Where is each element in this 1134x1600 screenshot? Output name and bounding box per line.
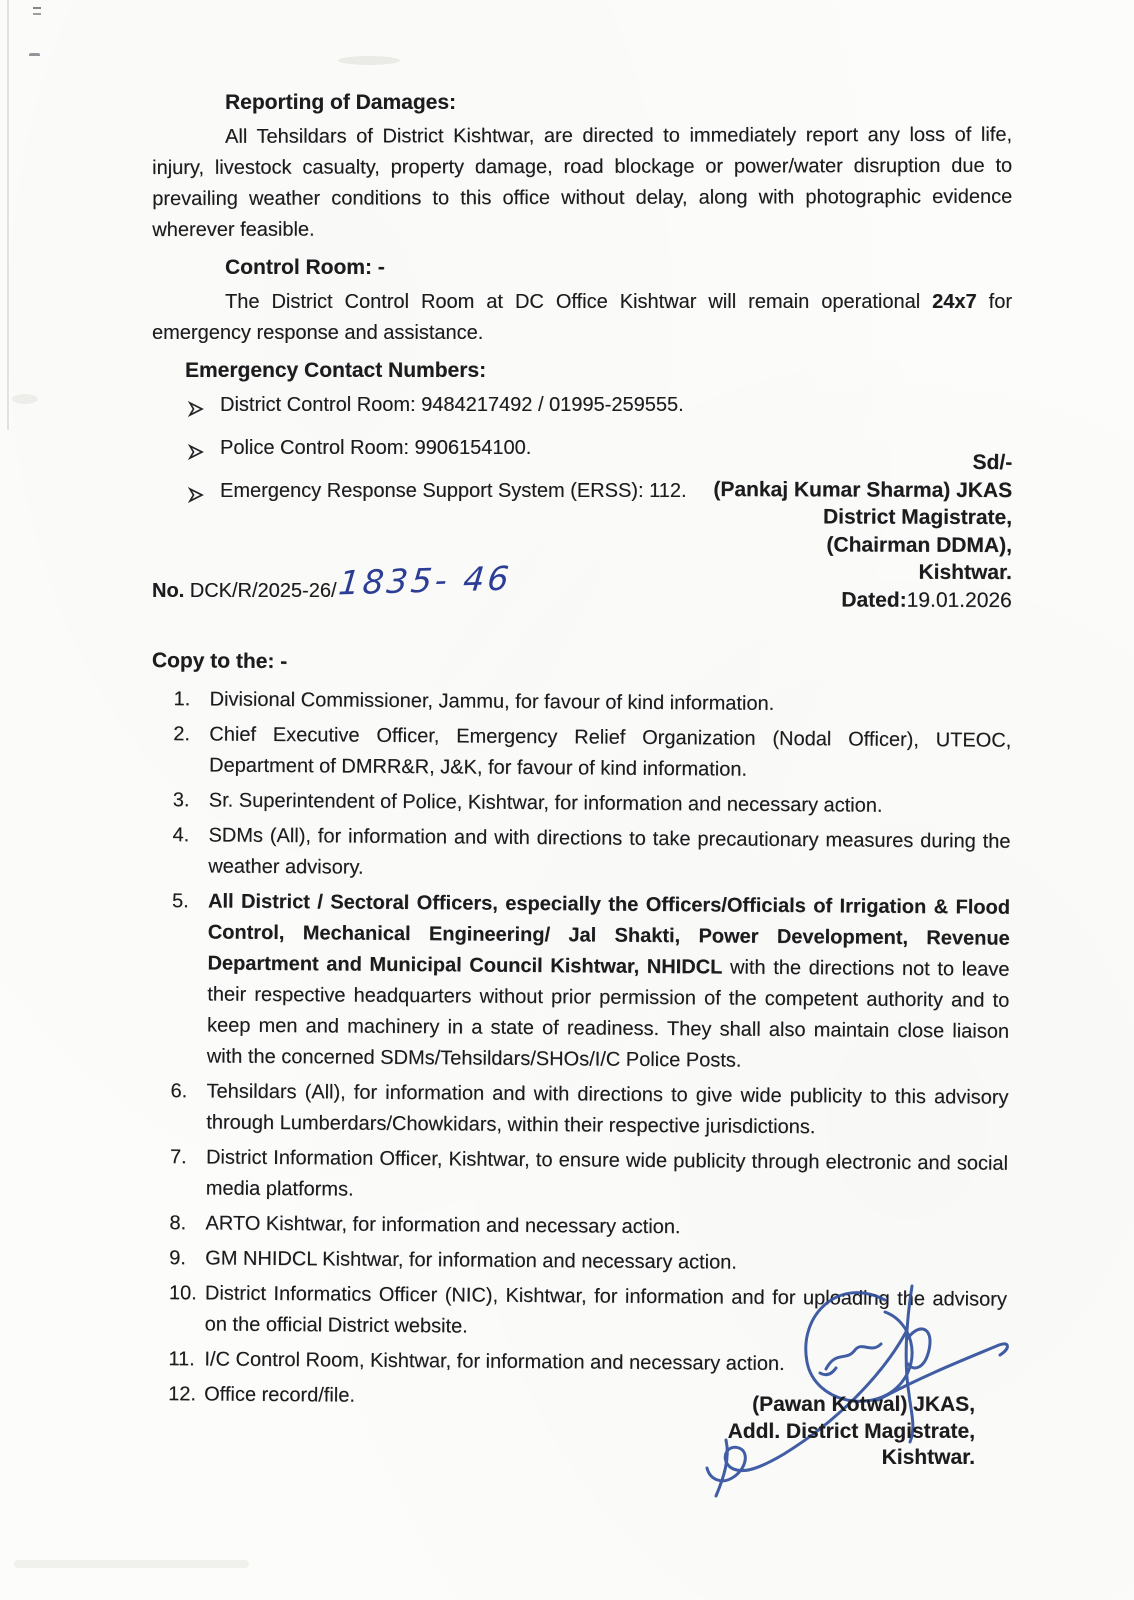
- arrowhead-bullet-icon: [188, 396, 205, 426]
- scan-speck: [29, 53, 40, 59]
- item-number: 11.: [168, 1348, 195, 1371]
- scan-speck: [33, 7, 41, 15]
- item-text: [205, 1278, 1007, 1346]
- copy-item: [146, 1344, 1006, 1382]
- reporting-of-damages-heading: Reporting of Damages:: [225, 91, 457, 114]
- arrowhead-bullet-icon: [188, 439, 205, 469]
- copy-item: [151, 785, 1011, 823]
- item-plain: with the directions not to leave their respective headquarters without prior permission of the competent authority and to keep men and machinery in a state of readiness. They shall also maintain close liaison with the concerned SDMs/Tehsildars/SHOs/I/C Police Posts.: [206, 956, 1010, 1072]
- emergency-contacts-heading: Emergency Contact Numbers:: [185, 359, 487, 382]
- item-text: [207, 886, 1010, 1078]
- adm-name: (Pawan Kotwal) JKAS,: [752, 1393, 975, 1416]
- copy-item: [147, 1243, 1007, 1281]
- item-number: 3.: [172, 789, 190, 812]
- control-room-heading: Control Room: -: [225, 256, 385, 279]
- scan-smudge: [12, 394, 38, 404]
- handwritten-dispatch-number: 1835- 46: [336, 558, 514, 603]
- item-text: [206, 1142, 1008, 1210]
- signature-block-addl-district-magistrate: [728, 1392, 975, 1472]
- copy-item: [149, 886, 1010, 1079]
- control-room-text-after: for emergency response and assistance.: [152, 291, 1012, 344]
- reporting-of-damages-paragraph: All Tehsildars of District Kishtwar, are directed to immediately report any loss of life, injury, livestock casualty, property damage, road blockage or power/water disruption due to prevailing weather conditions to this office without delay, along with photographic evidence wherever feasible.: [152, 123, 1013, 241]
- item-plain: I/C Control Room, Kishtwar, for information and necessary action.: [204, 1348, 785, 1375]
- dm-chairman: (Chairman DDMA),: [826, 532, 1012, 557]
- control-room-paragraph: [152, 287, 1012, 349]
- item-text: [209, 719, 1011, 787]
- contact-item-text: Emergency Response Support System (ERSS): 112.: [220, 480, 687, 502]
- item-number: 10.: [168, 1282, 197, 1305]
- item-text: [205, 1243, 1007, 1280]
- item-number: 8.: [169, 1212, 187, 1235]
- no-label: No.: [152, 580, 185, 602]
- copy-item: [147, 1278, 1007, 1347]
- dm-designation: District Magistrate,: [822, 505, 1013, 530]
- copy-item: [150, 820, 1010, 889]
- item-number: 4.: [172, 824, 190, 847]
- adm-designation: Addl. District Magistrate,: [727, 1419, 975, 1443]
- item-plain: District Informatics Officer (NIC), Kishtwar, for information and for uploading the advisory on the official District website.: [204, 1282, 1007, 1338]
- scan-edge-line: [7, 0, 9, 430]
- item-text: [205, 1208, 1007, 1245]
- item-number: 6.: [170, 1080, 188, 1103]
- item-text: [209, 785, 1011, 822]
- copy-to-section: [146, 646, 1012, 1421]
- item-bold: All District / Sectoral Officers, especially the Officers/Officials of Irrigation & Flood Control, Mechanical Engineering/ Jal Shakti, Power Development, Revenue Department and Municipal Council Kishtwar, NHIDCL: [207, 890, 1011, 979]
- no-value: DCK/R/2025-26/: [184, 580, 337, 602]
- item-text: [204, 1344, 1006, 1381]
- item-plain: SDMs (All), for information and with directions to take precautionary measures during the weather advisory.: [208, 824, 1011, 879]
- item-number: 1.: [173, 688, 191, 711]
- control-room-text-before: The District Control Room at DC Office Kishtwar will remain operational: [225, 291, 933, 313]
- copy-item: [151, 719, 1011, 788]
- dated-value: 19.01.2026: [906, 588, 1012, 612]
- copy-to-heading: Copy to the: -: [151, 648, 288, 674]
- item-plain: Divisional Commissioner, Jammu, for favour of kind information.: [209, 688, 775, 715]
- item-number: 5.: [171, 890, 189, 913]
- item-plain: Chief Executive Officer, Emergency Relief Organization (Nodal Officer), UTEOC, Department of DMRR&R, J&K, for favour of kind information.: [208, 723, 1012, 781]
- dm-name: (Pankaj Kumar Sharma) JKAS: [713, 477, 1013, 502]
- item-number: 12.: [168, 1383, 197, 1406]
- copy-item: [151, 684, 1011, 722]
- item-number: 9.: [169, 1247, 186, 1270]
- item-number: 2.: [173, 723, 191, 746]
- contact-item-text: Police Control Room: 9906154100.: [220, 437, 532, 459]
- item-plain: Office record/file.: [204, 1383, 356, 1407]
- dated-label: Dated:: [841, 587, 907, 612]
- copy-item: [148, 1142, 1008, 1211]
- sd-line: Sd/-: [972, 450, 1013, 475]
- item-plain: ARTO Kishtwar, for information and necessary action.: [205, 1212, 681, 1239]
- item-text: [206, 1076, 1008, 1144]
- control-room-24x7: 24x7: [932, 291, 977, 313]
- item-plain: District Information Officer, Kishtwar, to ensure wide publicity through electronic and social media platforms.: [205, 1146, 1009, 1201]
- scan-smudge: [14, 1560, 249, 1568]
- reference-number-line: [152, 558, 514, 605]
- item-plain: Tehsildars (All), for information and with directions to give wide publicity to this advisory through Lumberdars/Chowkidars, within their respective jurisdictions.: [206, 1080, 1009, 1139]
- item-text: [208, 820, 1010, 888]
- contact-item-text: District Control Room: 9484217492 / 01995-259555.: [220, 394, 684, 416]
- contact-item: [188, 390, 1012, 426]
- item-number: 7.: [169, 1146, 187, 1169]
- item-text: [209, 684, 1011, 721]
- scan-smudge: [338, 56, 400, 65]
- arrowhead-bullet-icon: [188, 482, 205, 512]
- dm-place: Kishtwar.: [918, 560, 1012, 585]
- item-plain: Sr. Superintendent of Police, Kishtwar, for information and necessary action.: [208, 789, 883, 817]
- adm-place: Kishtwar.: [881, 1446, 975, 1469]
- item-plain: GM NHIDCL Kishtwar, for information and necessary action.: [205, 1247, 737, 1274]
- copy-item: [148, 1076, 1008, 1145]
- copy-item: [147, 1208, 1007, 1246]
